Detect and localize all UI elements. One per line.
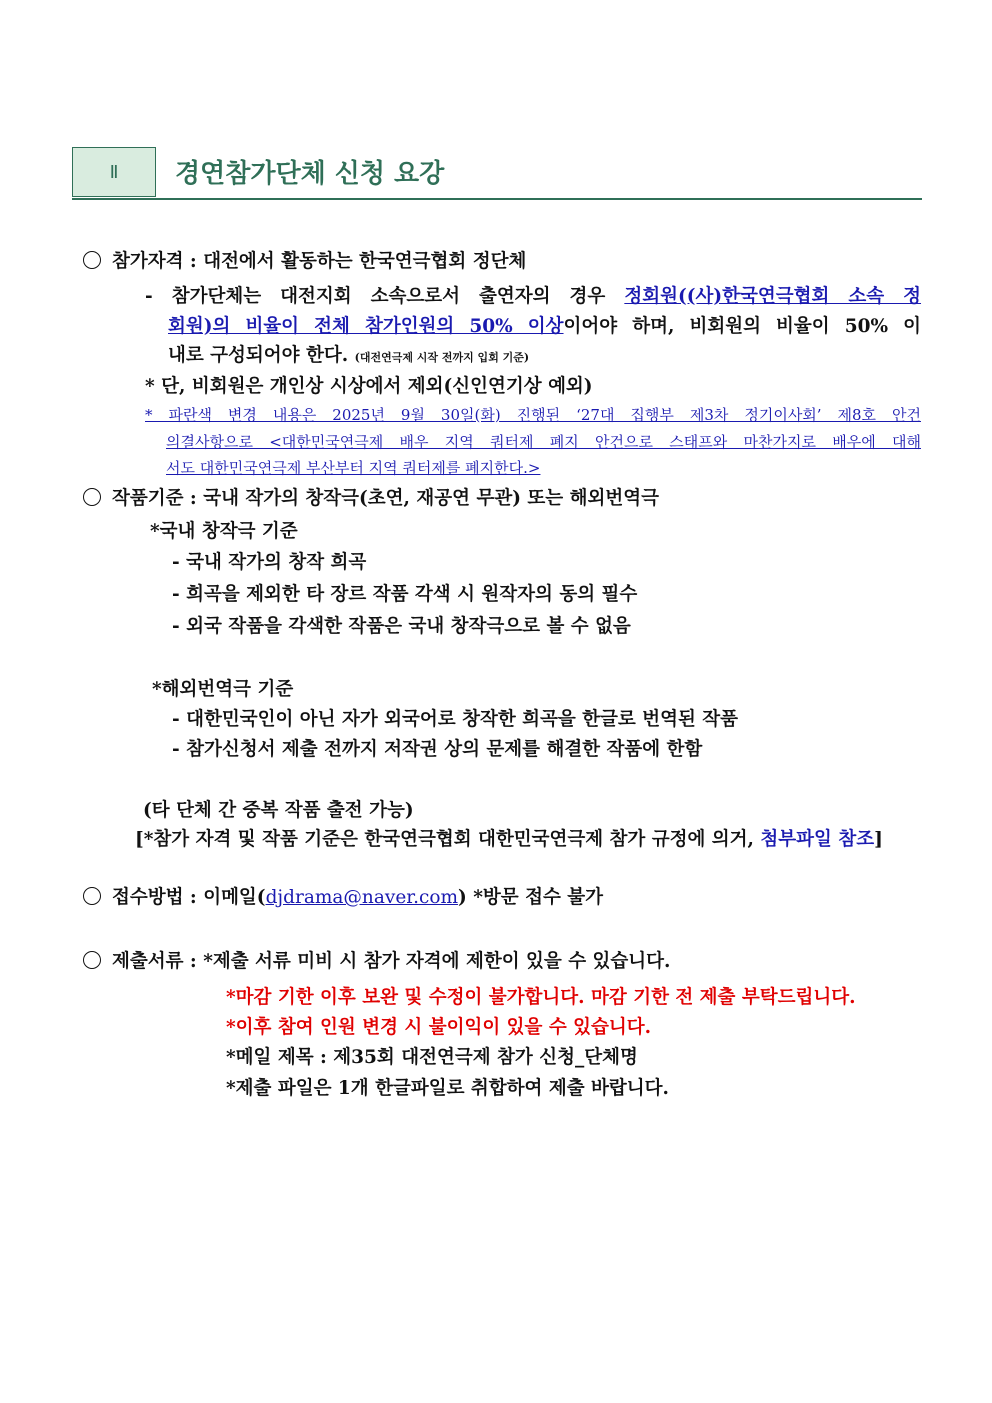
foreign-criteria-item: - 참가신청서 제출 전까지 저작권 상의 문제를 해결한 작품에 한함: [172, 739, 703, 760]
domestic-criteria-item: - 희곡을 제외한 타 장르 작품 각색 시 원작자의 동의 필수: [172, 584, 638, 605]
eligibility-heading: 참가자격 : 대전에서 활동하는 한국연극협회 정단체: [112, 251, 527, 272]
file-format-note: *제출 파일은 1개 한글파일로 취합하여 제출 바랍니다.: [226, 1078, 669, 1099]
change-note-line-1: * 파란색 변경 내용은 2025년 9월 30일(화) 진행된 ‘27대 집행부 제3차 정기이사회’ 제8호 안건: [145, 406, 921, 424]
bullet-circle-icon: [83, 251, 101, 269]
bullet-circle-icon: [83, 488, 101, 506]
domestic-criteria-item: - 국내 작가의 창작 희곡: [172, 552, 367, 573]
eligibility-line-2: 회원)의 비율이 전체 참가인원의 50% 이상이어야 하며, 비회원의 비율이 50% 이: [168, 316, 921, 337]
bullet-circle-icon: [83, 887, 101, 905]
section-number-box: [72, 147, 156, 197]
duplicate-note: (타 단체 간 중복 작품 출전 가능): [143, 800, 414, 821]
reference-note: [*참가 자격 및 작품 기준은 한국연극협회 대한민국연극제 참가 규정에 의거, 첨부파일 참조]: [135, 829, 883, 850]
join-criteria-note: (대전연극제 시작 전까지 입회 기준): [354, 351, 530, 364]
bullet-circle-icon: [83, 951, 101, 969]
domestic-criteria-item: - 외국 작품을 각색한 작품은 국내 창작극으로 볼 수 없음: [172, 616, 631, 637]
change-note-line-3: 서도 대한민국연극제 부산부터 지역 쿼터제를 폐지한다.>: [166, 459, 541, 477]
foreign-criteria-item: - 대한민국인이 아닌 자가 외국어로 창작한 희곡을 한글로 번역된 작품: [172, 709, 739, 730]
change-note-line-2: 의결사항으로 <대한민국연극제 배우 지역 쿼터제 폐지 안건으로 스태프와 마찬가지로 배우에 대해: [166, 433, 921, 451]
submission-method: 접수방법 : 이메일(djdrama@naver.com) *방문 접수 불가: [112, 887, 603, 908]
member-change-warning: *이후 참여 인원 변경 시 불이익이 있을 수 있습니다.: [226, 1017, 652, 1038]
domestic-criteria-title: *국내 창작극 기준: [150, 521, 298, 542]
section-number: Ⅱ: [109, 161, 119, 183]
works-heading: 작품기준 : 국내 작가의 창작극(초연, 재공연 무관) 또는 해외번역극: [112, 488, 659, 509]
attachment-reference-link[interactable]: 첨부파일 참조: [760, 829, 875, 850]
section-title: 경연참가단체 신청 요강: [175, 159, 445, 189]
non-member-note: * 단, 비회원은 개인상 시상에서 제외(신인연기상 예외): [145, 376, 593, 397]
mail-subject-note: *메일 제목 : 제35회 대전연극제 참가 신청_단체명: [226, 1047, 638, 1068]
member-ratio-text-cont: 회원)의 비율이 전체 참가인원의 50% 이상: [168, 316, 564, 337]
eligibility-line-3: 내로 구성되어야 한다. (대전연극제 시작 전까지 입회 기준): [168, 345, 530, 366]
foreign-criteria-title: *해외번역극 기준: [152, 679, 294, 700]
eligibility-line-1: - 참가단체는 대전지회 소속으로서 출연자의 경우 정회원((사)한국연극협회 소속 정: [145, 286, 922, 307]
deadline-warning: *마감 기한 이후 보완 및 수정이 불가합니다. 마감 기한 전 제출 부탁드립니다.: [226, 987, 856, 1008]
member-ratio-text: 정회원((사)한국연극협회 소속 정: [624, 286, 922, 307]
header-divider: [72, 198, 922, 200]
documents-heading: 제출서류 : *제출 서류 미비 시 참가 자격에 제한이 있을 수 있습니다.: [112, 951, 671, 972]
email-link[interactable]: djdrama@naver.com: [265, 887, 459, 908]
